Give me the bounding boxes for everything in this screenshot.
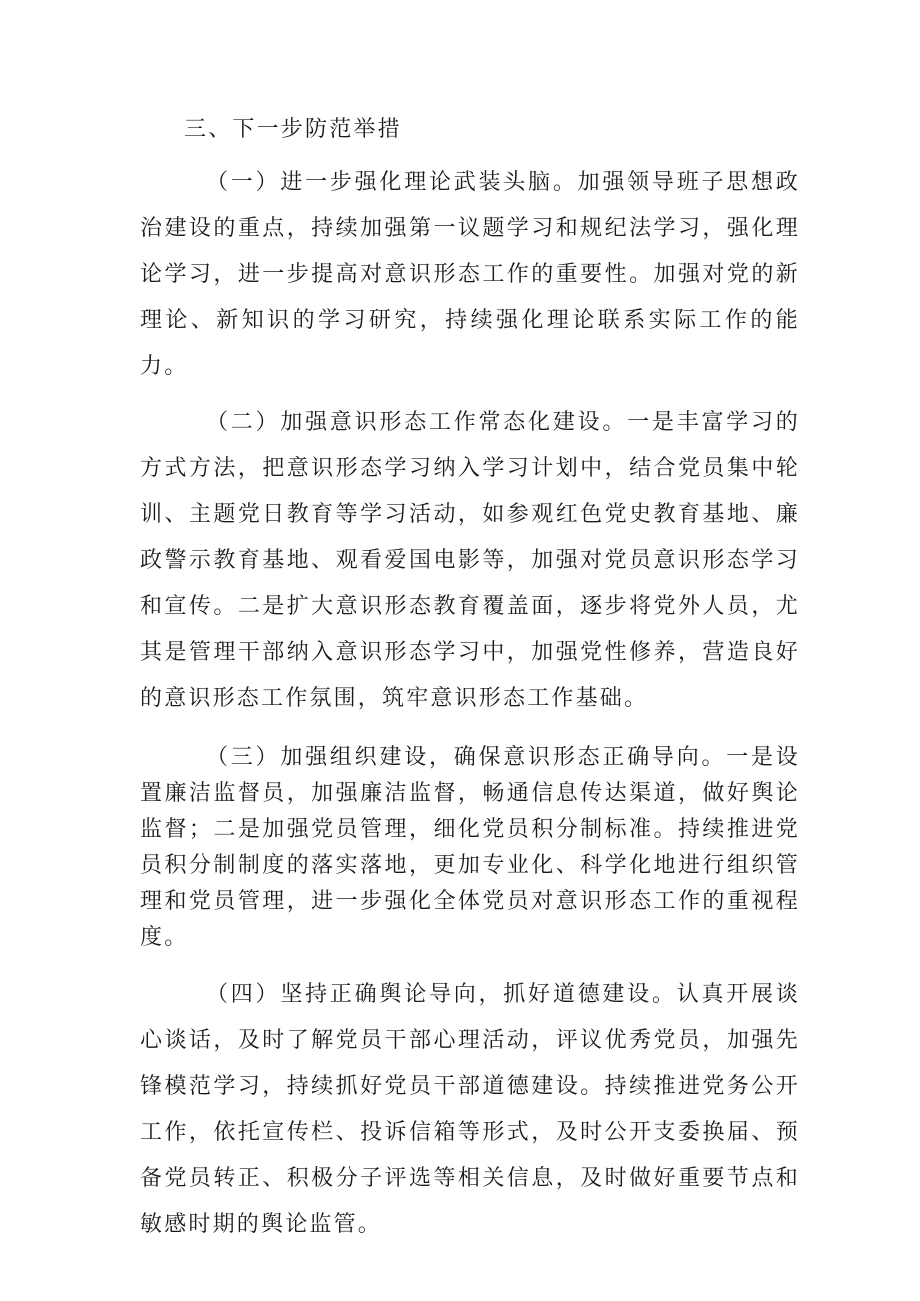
paragraph-2: （二）加强意识形态工作常态化建设。一是丰富学习的方式方法，把意识形态学习纳入学习计划中，结合党员集中轮训、主题党日教育等学习活动，如参观红色党史教育基地、廉政警示教育基地、观看爱国电影等，加强对党员意识形态学习和宣传。二是扩大意识形态教育覆盖面，逐步将党外人员，尤其是管理干部纳入意识形态学习中，加强党性修养，营造良好的意识形态工作氛围，筑牢意识形态工作基础。 [140, 410, 800, 711]
document-body [140, 108, 800, 1258]
paragraph-3: （三）加强组织建设，确保意识形态正确导向。一是设置廉洁监督员，加强廉洁监督，畅通信息传达渠道，做好舆论监督；二是加强党员管理，细化党员积分制标准。持续推进党员积分制制度的落实落地，更加专业化、科学化地进行组织管理和党员管理，进一步强化全体党员对意识形态工作的重视程度。 [140, 745, 800, 950]
section-heading: 三、下一步防范举措 [184, 117, 402, 142]
paragraph-1: （一）进一步强化理论武装头脑。加强领导班子思想政治建设的重点，持续加强第一议题学习和规纪法学习，强化理论学习，进一步提高对意识形态工作的重要性。加强对党的新理论、新知识的学习研究，持续强化理论联系实际工作的能力。 [140, 170, 800, 379]
paragraph-4: （四）坚持正确舆论导向，抓好道德建设。认真开展谈心谈话，及时了解党员干部心理活动，评议优秀党员，加强先锋模范学习，持续抓好党员干部道德建设。持续推进党务公开工作，依托宣传栏、投诉信箱等形式，及时公开支委换届、预备党员转正、积极分子评选等相关信息，及时做好重要节点和敏感时期的舆论监管。 [140, 982, 800, 1237]
